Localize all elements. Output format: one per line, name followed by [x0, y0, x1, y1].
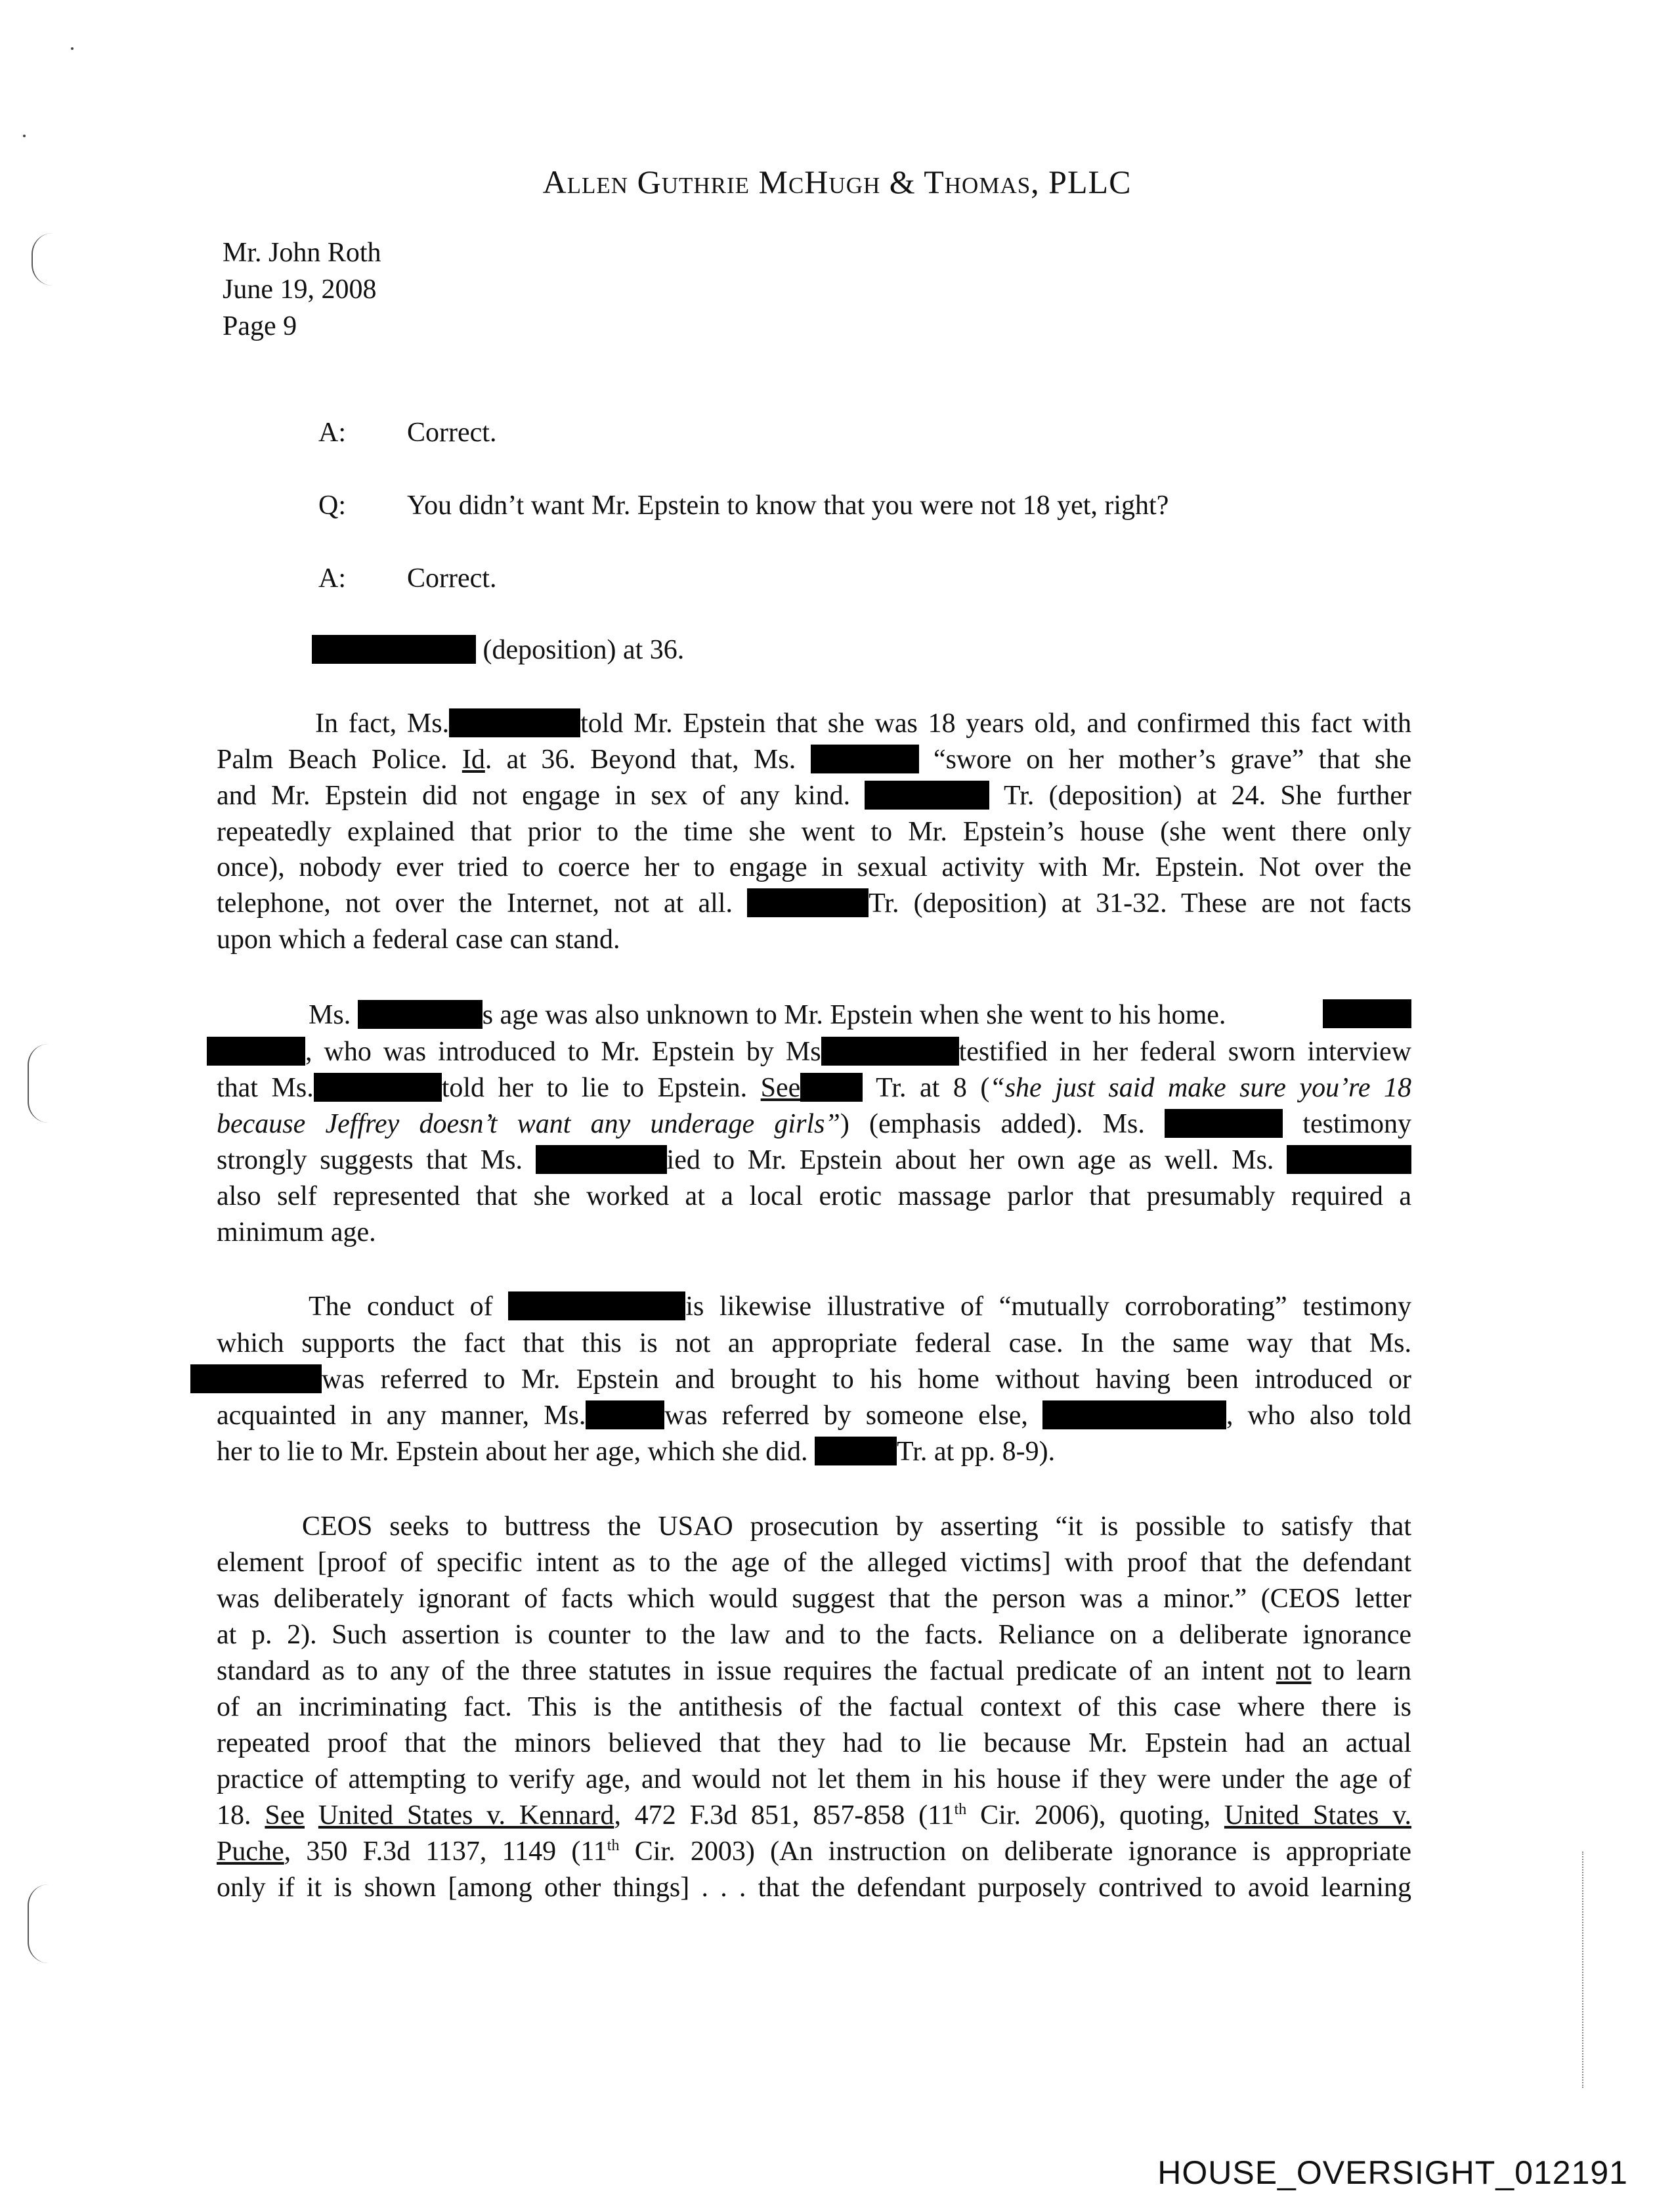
scan-mark	[28, 1884, 49, 1963]
text-line: acquainted in any manner, Ms. was referred by someone else, , who also told	[217, 1400, 1412, 1431]
text-line: minimum age.	[217, 1217, 376, 1247]
transcript-speaker: Q:	[318, 490, 346, 521]
text-line: that Ms. told her to lie to Epstein. See Tr. at 8 (“she just said make sure you’re 18	[217, 1073, 1412, 1103]
redaction-box	[207, 1037, 305, 1066]
redaction-box	[815, 1437, 897, 1465]
transcript-text: Correct.	[407, 563, 497, 594]
text-line: Ms. s age was also unknown to Mr. Epstein when she went to his home.	[309, 997, 1411, 1033]
text-line: her to lie to Mr. Epstein about her age, which she did. Tr. at pp. 8-9).	[217, 1437, 1056, 1467]
text-line: CEOS seeks to buttress the USAO prosecution by asserting “it is possible to satisfy that	[302, 1511, 1411, 1542]
case-citation: Puche	[217, 1836, 284, 1867]
redaction-box	[536, 1145, 667, 1174]
text-line: element [proof of specific intent as to the age of the alleged victims] with proof that the defendant	[217, 1548, 1411, 1578]
bates-number: HOUSE_OVERSIGHT_012191	[1157, 2154, 1628, 2191]
redaction-box	[1323, 999, 1411, 1028]
redaction-box	[865, 781, 989, 810]
recipient-name: Mr. John Roth	[223, 238, 381, 268]
quoted-testimony: because Jeffrey doesn’t want any underage girls”	[217, 1109, 840, 1139]
text-line: repeatedly explained that prior to the time she went to Mr. Epstein’s house (she went there only	[217, 817, 1411, 847]
transcript-text: You didn’t want Mr. Epstein to know that you were not 18 yet, right?	[407, 490, 1169, 521]
scan-mark	[28, 1044, 49, 1123]
redaction-box	[190, 1364, 322, 1393]
page-number: Page 9	[223, 311, 297, 341]
text-line: upon which a federal case can stand.	[217, 924, 620, 955]
text-line: Palm Beach Police. Id. at 36. Beyond that, Ms. “swore on her mother’s grave” that she	[217, 745, 1412, 775]
text-line: of an incriminating fact. This is the antithesis of the factual context of this case where there is	[217, 1692, 1411, 1722]
firm-letterhead: Allen Guthrie McHugh & Thomas, PLLC	[542, 163, 1132, 200]
case-citation: United States v.	[1224, 1800, 1411, 1831]
case-citation: United States v. Kennard	[318, 1800, 614, 1831]
text-line: which supports the fact that this is not an appropriate federal case. In the same way that Ms.	[217, 1328, 1411, 1358]
see-citation: See	[760, 1073, 801, 1103]
redaction-box	[811, 745, 919, 773]
text-line: was referred to Mr. Epstein and brought to his home without having been introduced or	[190, 1361, 1411, 1398]
text-line: repeated proof that the minors believed that they had to lie because Mr. Epstein had an actual	[217, 1728, 1411, 1758]
redaction-box	[1165, 1109, 1283, 1138]
redaction-box	[821, 1037, 959, 1066]
transcript-text: Correct.	[407, 418, 497, 448]
redaction-box	[449, 708, 580, 737]
text-line: because Jeffrey doesn’t want any underage girls”) (emphasis added). Ms. testimony	[217, 1109, 1412, 1139]
id-citation: Id	[461, 745, 485, 775]
transcript-speaker: A:	[318, 418, 346, 448]
text-line: 18. See United States v. Kennard, 472 F.3d 851, 857-858 (11th Cir. 2006), quoting, United States v.	[217, 1800, 1411, 1831]
text-line: once), nobody ever tried to coerce her to engage in sexual activity with Mr. Epstein. Not over the	[217, 852, 1411, 882]
text-line: In fact, Ms. told Mr. Epstein that she was 18 years old, and confirmed this fact with	[315, 708, 1411, 739]
redaction-box	[508, 1291, 685, 1320]
text-line: The conduct of is likewise illustrative of “mutually corroborating” testimony	[309, 1291, 1411, 1322]
text-line: at p. 2). Such assertion is counter to the law and to the facts. Reliance on a deliberate ignorance	[217, 1620, 1411, 1650]
text-line: telephone, not over the Internet, not at all. Tr. (deposition) at 31-32. These are not facts	[217, 888, 1411, 919]
text-line: practice of attempting to verify age, and would not let them in his house if they were under the age of	[217, 1764, 1411, 1794]
redaction-box	[314, 1073, 442, 1102]
text-line: only if it is shown [among other things] . . . that the defendant purposely contrived to avoid learning	[217, 1873, 1411, 1903]
redaction-box	[1042, 1400, 1226, 1429]
redaction-box	[1287, 1145, 1411, 1174]
redaction-box	[800, 1073, 863, 1102]
text-line: standard as to any of the three statutes in issue requires the factual predicate of an intent not to learn	[217, 1656, 1412, 1686]
deposition-citation	[312, 634, 684, 666]
text-line: , who was introduced to Mr. Epstein by Ms testified in her federal sworn interview	[207, 1033, 1411, 1070]
letter-date: June 19, 2008	[223, 274, 377, 305]
scan-speck	[71, 47, 74, 50]
text-line: Puche, 350 F.3d 1137, 1149 (11th Cir. 2003) (An instruction on deliberate ignorance is appropriate	[217, 1836, 1411, 1867]
text-line: also self represented that she worked at a local erotic massage parlor that presumably required a	[217, 1181, 1411, 1211]
see-citation: See	[265, 1800, 305, 1831]
emphasis-not: not	[1276, 1656, 1312, 1686]
redaction-box	[747, 888, 869, 917]
redaction-box	[358, 1000, 483, 1029]
scan-edge-line	[1582, 1852, 1585, 2088]
redaction-box	[586, 1400, 664, 1429]
transcript-speaker: A:	[318, 563, 346, 594]
text-line: was deliberately ignorant of facts which would suggest that the person was a minor.” (CEOS letter	[217, 1584, 1411, 1614]
scan-speck	[23, 135, 26, 137]
quoted-testimony: “she just said make sure you’re 18	[989, 1073, 1412, 1103]
text-line: strongly suggests that Ms. ied to Mr. Epstein about her own age as well. Ms.	[217, 1142, 1411, 1179]
redaction-box	[312, 635, 476, 664]
scan-mark	[32, 233, 53, 286]
text-line: and Mr. Epstein did not engage in sex of any kind. Tr. (deposition) at 24. She further	[217, 781, 1411, 811]
citation-text: (deposition) at 36.	[483, 635, 685, 665]
